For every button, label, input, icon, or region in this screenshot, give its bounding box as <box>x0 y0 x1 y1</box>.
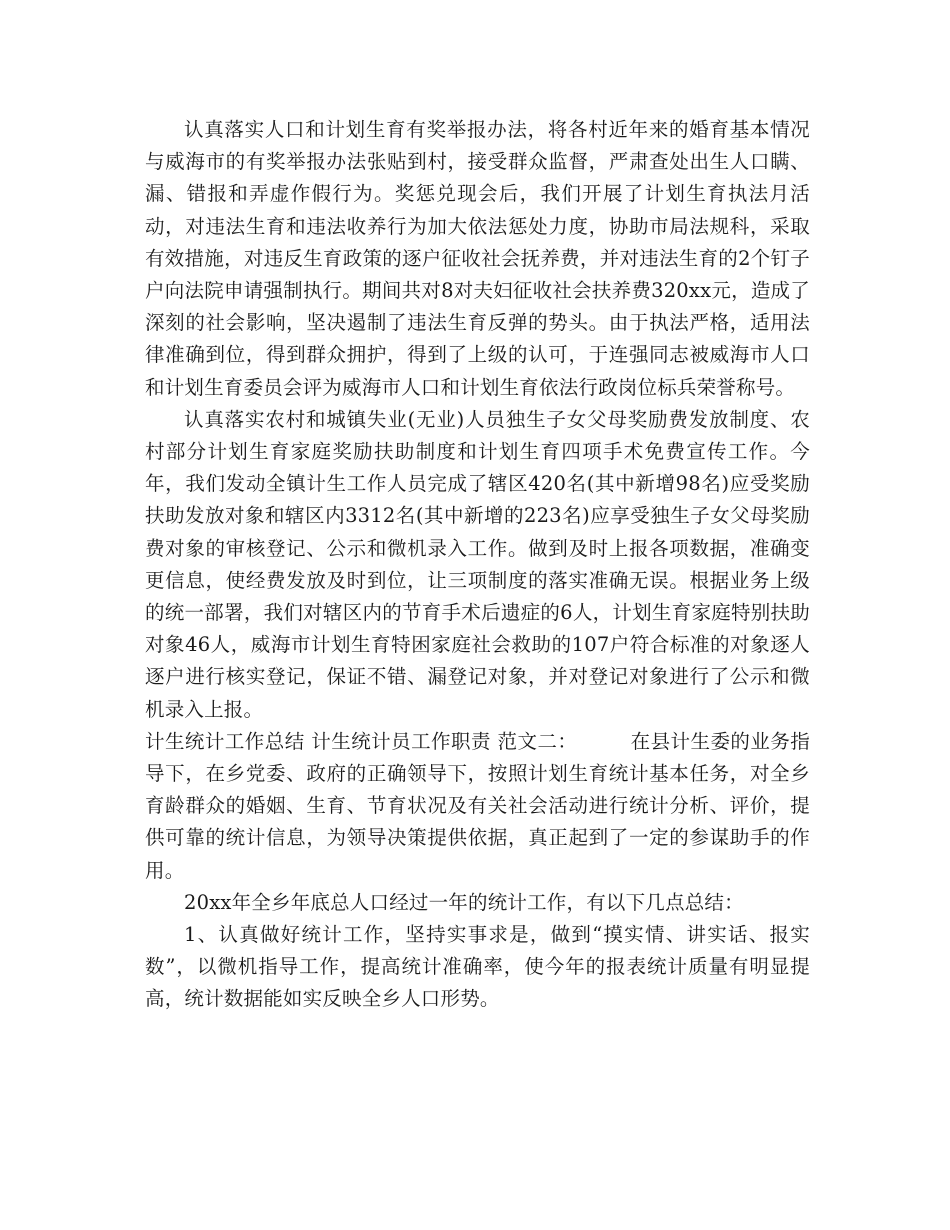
paragraph-reporting-enforcement: 认真落实人口和计划生育有奖举报办法，将各村近年来的婚育基本情况与威海市的有奖举报办法张贴到村，接受群众监督，严肃查处出生人口瞒、漏、错报和弄虚作假行为。奖惩兑现会后，我们开展了计划生育执法月活动，对违法生育和违法收养行为加大依法惩处力度，协助市局法规科，采取有效措施，对违反生育政策的逐户征收社会抚养费，并对违法生育的2个钉子户向法院申请强制执行。期间共对8对夫妇征收社会扶养费320xx元，造成了深刻的社会影响，坚决遏制了违法生育反弹的势头。由于执法严格，适用法律准确到位，得到群众拥护，得到了上级的认可，于连强同志被威海市人口和计划生育委员会评为威海市人口和计划生育依法行政岗位标兵荣誉称号。 <box>145 118 810 399</box>
paragraph-point-one: 1、认真做好统计工作，坚持实事求是，做到“摸实情、讲实话、报实数”，以微机指导工作，提高统计准确率，使今年的报表统计质量有明显提高，统计数据能如实反映全乡人口形势。 <box>145 923 810 1011</box>
paragraph-sample-two-text: 在县计生委的业务指导下，在乡党委、政府的正确领导下，按照计划生育统计基本任务，对全乡育龄群众的婚姻、生育、节育状况及有关社会活动进行统计分析、评价，提供可靠的统计信息，为领导决策提供依据，真正起到了一定的参谋助手的作用。 <box>145 729 810 882</box>
paragraph-reward-system: 认真落实农村和城镇失业(无业)人员独生子女父母奖励费发放制度、农村部分计划生育家庭奖励扶助制度和计划生育四项手术免费宣传工作。今年，我们发动全镇计生工作人员完成了辖区420名(其中新增98名)应受奖励扶助发放对象和辖区内3312名(其中新增的223名)应享受独生子女父母奖励费对象的审核登记、公示和微机录入工作。做到及时上报各项数据，准确变更信息，使经费发放及时到位，让三项制度的落实准确无误。根据业务上级的统一部署，我们对辖区内的节育手术后遗症的6人，计划生育家庭特别扶助对象46人，威海市计划生育特困家庭社会救助的107户符合标准的对象逐人逐户进行核实登记，保证不错、漏登记对象，并对登记对象进行了公示和微机录入上报。 <box>145 407 810 721</box>
paragraph-annual-summary-intro: 20xx年全乡年底总人口经过一年的统计工作，有以下几点总结： <box>184 890 744 914</box>
heading-gap <box>577 730 630 753</box>
document-body <box>145 114 810 1016</box>
paragraph-sample-two <box>145 726 810 887</box>
section-heading: 计生统计工作总结 计生统计员工作职责 范文二： <box>145 729 578 753</box>
